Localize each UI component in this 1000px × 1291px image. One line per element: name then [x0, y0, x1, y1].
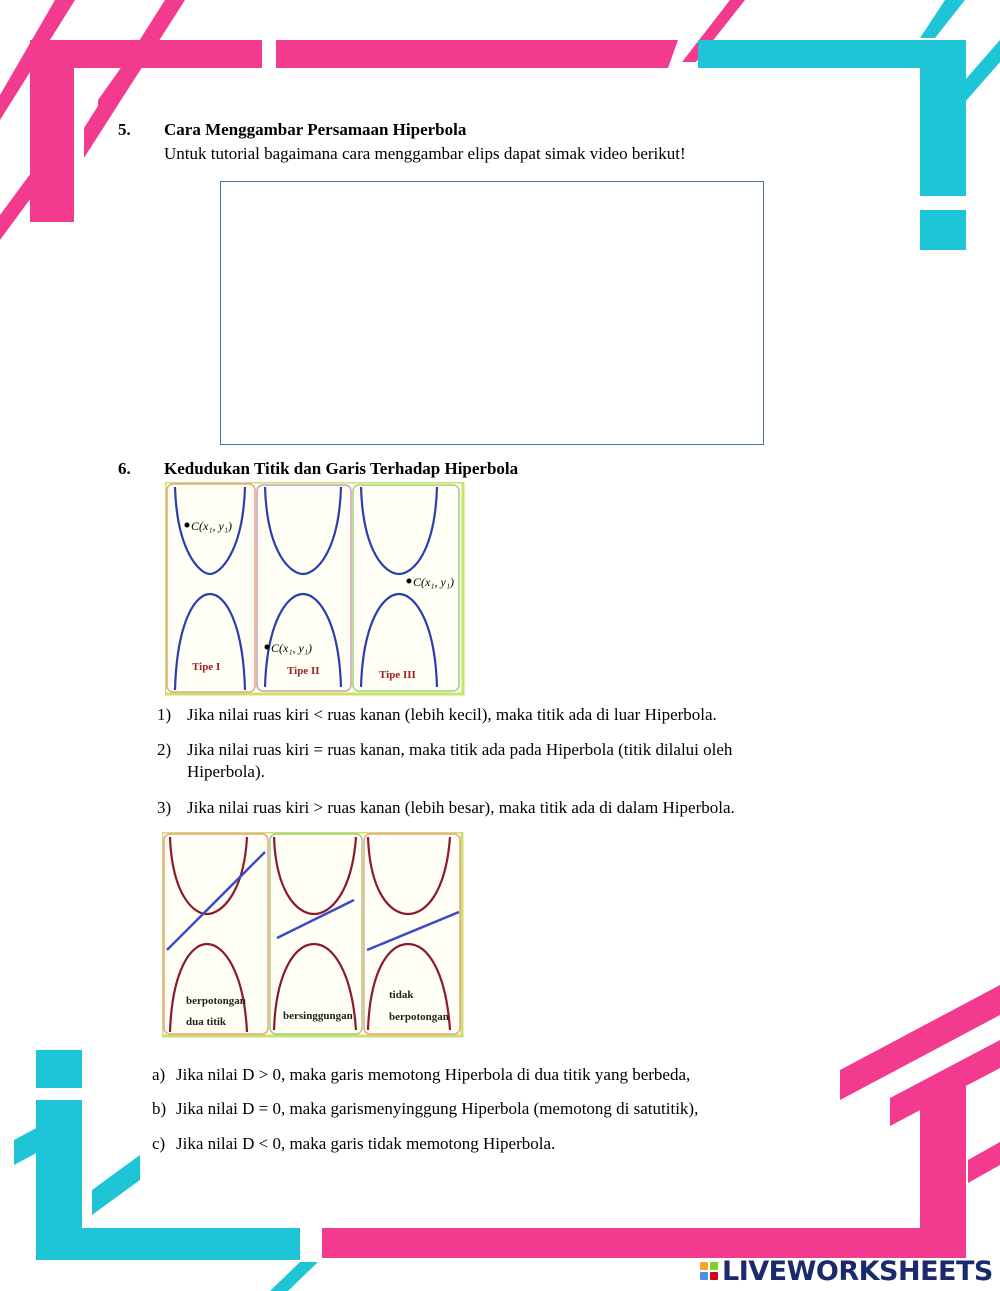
panel-label-bersinggungan: bersinggungan [283, 1010, 353, 1022]
list-marker: 2) [157, 740, 172, 759]
list-item [157, 704, 837, 726]
cyan-bracket-top [698, 40, 966, 196]
panel-label-tipe-3: Tipe III [379, 669, 416, 681]
list-text: Jika nilai D = 0, maka garismenyinggung Hiperbola (memotong di satutitik), [176, 1099, 699, 1118]
section-6-number: 6. [118, 459, 131, 478]
list-text: Jika nilai ruas kiri > ruas kanan (lebih besar), maka titik ada di dalam Hiperbola. [187, 798, 735, 817]
video-embed-frame[interactable] [220, 181, 764, 445]
list-item [152, 1098, 832, 1120]
point-marker-1 [185, 523, 190, 528]
panel-label-tidak: tidak [389, 989, 414, 1001]
list-item [152, 1064, 832, 1086]
point-label-2: C(x₁, y₁) [271, 641, 312, 655]
pink-bar-top [276, 40, 678, 68]
point-marker-2 [265, 645, 270, 650]
logo-text: LIVEWORKSHEETS [722, 1255, 993, 1287]
list-marker: b) [152, 1099, 167, 1118]
pink-stripe-7 [968, 1142, 1000, 1183]
cyan-square-bottom [36, 1050, 82, 1088]
list-text: Jika nilai ruas kiri = ruas kanan, maka titik ada pada Hiperbola (titik dilalui oleh [187, 740, 733, 759]
liveworksheets-logo[interactable] [700, 1254, 993, 1288]
section-5-subtitle: Untuk tutorial bagaimana cara menggambar elips dapat simak video berikut! [164, 144, 686, 163]
logo-square-v [700, 1272, 708, 1280]
point-label-1: C(x₁, y₁) [191, 519, 232, 533]
figure-point-positions [165, 482, 465, 696]
cyan-stripe-4 [92, 1155, 140, 1215]
list-text-continued: Hiperbola). [187, 762, 265, 781]
list-text: Jika nilai D > 0, maka garis memotong Hiperbola di dua titik yang berbeda, [176, 1065, 691, 1084]
section-6-title: Kedudukan Titik dan Garis Terhadap Hiperbola [164, 459, 519, 478]
panel-label-tipe-1: Tipe I [192, 661, 221, 673]
section-5-title: Cara Menggambar Persamaan Hiperbola [164, 120, 467, 139]
panel-label-dua-titik: dua titik [186, 1016, 227, 1028]
cyan-square-top [920, 210, 966, 250]
point-label-3: C(x₁, y₁) [413, 575, 454, 589]
liveworksheets-mark-icon [700, 1262, 718, 1280]
list-marker: 3) [157, 798, 172, 817]
cyan-bracket-bottom [36, 1100, 300, 1260]
list-text: Jika nilai ruas kiri < ruas kanan (lebih kecil), maka titik ada di luar Hiperbola. [187, 705, 717, 724]
logo-square-e [710, 1272, 718, 1280]
pink-bar-bottom [322, 1228, 722, 1258]
list-item [152, 1133, 832, 1155]
list-marker: 1) [157, 705, 172, 724]
figure-line-positions [162, 832, 464, 1038]
list-text: Jika nilai D < 0, maka garis tidak memotong Hiperbola. [176, 1134, 556, 1153]
logo-square-i [710, 1262, 718, 1270]
panel-label-berpotongan: berpotongan [186, 995, 246, 1007]
point-marker-3 [407, 579, 412, 584]
cyan-stripe-2 [920, 0, 965, 38]
list-item [157, 739, 837, 783]
list-marker: c) [152, 1134, 166, 1153]
list-marker: a) [152, 1065, 166, 1084]
list-item [157, 797, 837, 819]
cyan-slash-bottom [270, 1262, 318, 1291]
panel-label-tipe-2: Tipe II [287, 665, 320, 677]
section-5-number: 5. [118, 120, 131, 139]
panel-label-berpotongan-2: berpotongan [389, 1011, 449, 1023]
logo-square-l [700, 1262, 708, 1270]
